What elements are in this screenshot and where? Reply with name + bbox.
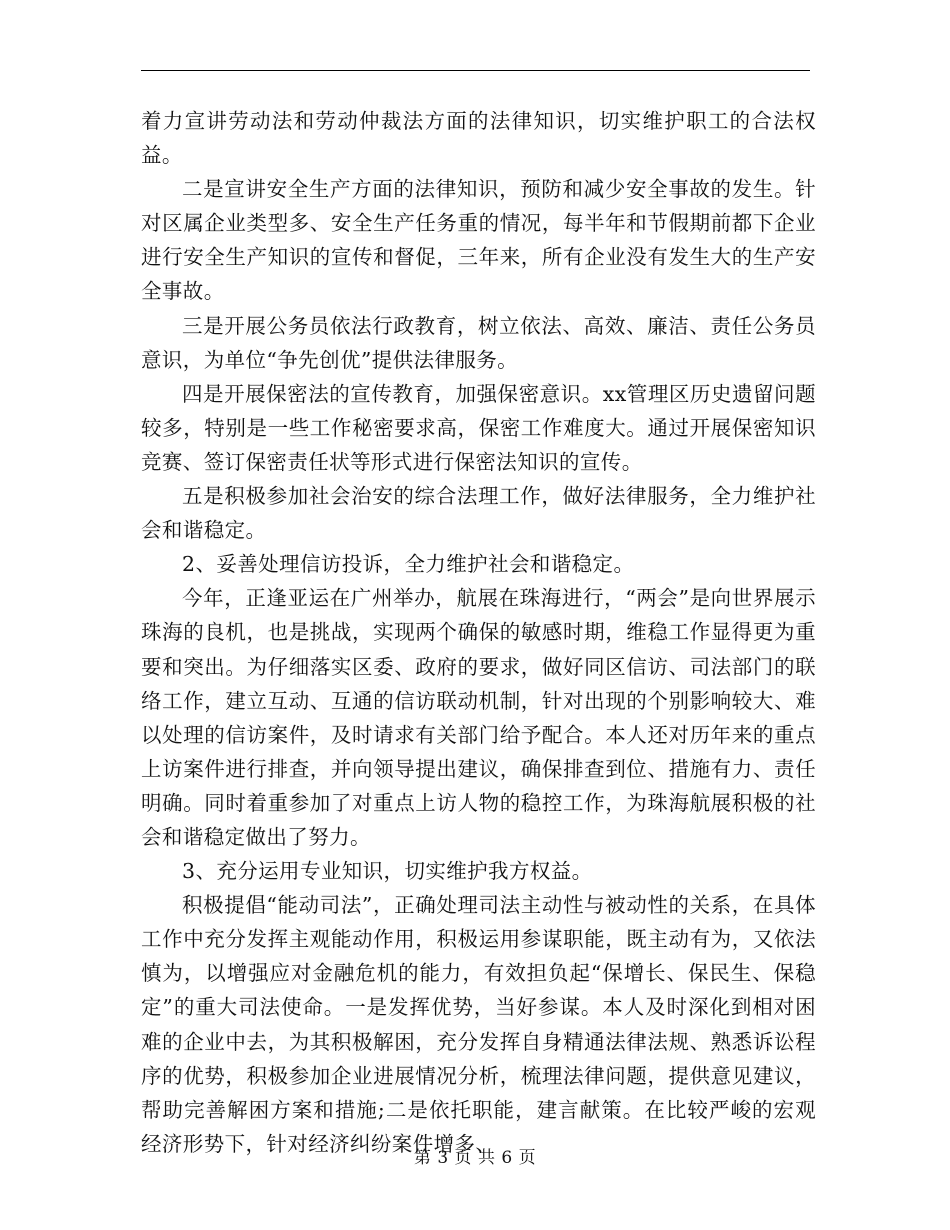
- paragraph: 今年，正逢亚运在广州举办，航展在珠海进行，“两会”是向世界展示珠海的良机，也是挑战，实现两个确保的敏感时期，维稳工作显得更为重要和突出。为仔细落实区委、政府的要求，做好同区信访、司法部门的联络工作，建立互动、互通的信访联动机制，针对出现的个别影响较大、难以处理的信访案件，及时请求有关部门给予配合。本人还对历年来的重点上访案件进行排查，并向领导提出建议，确保排查到位、措施有力、责任明确。同时着重参加了对重点上访人物的稳控工作，为珠海航展积极的社会和谐稳定做出了努力。: [141, 586, 816, 849]
- page-number: 第 3 页 共 6 页: [413, 1148, 537, 1168]
- document-body: [141, 104, 816, 1161]
- paragraph: 四是开展保密法的宣传教育，加强保密意识。xx管理区历史遗留问题较多，特别是一些工作秘密要求高，保密工作难度大。通过开展保密知识竞赛、签订保密责任状等形式进行保密法知识的宣传。: [141, 381, 816, 474]
- paragraph: 着力宣讲劳动法和劳动仲裁法方面的法律知识，切实维护职工的合法权益。: [141, 109, 816, 168]
- header-rule: [141, 70, 810, 71]
- paragraph: 三是开展公务员依法行政教育，树立依法、高效、廉洁、责任公务员意识，为单位“争先创优”提供法律服务。: [141, 313, 816, 372]
- paragraph: 五是积极参加社会治安的综合法理工作，做好法律服务，全力维护社会和谐稳定。: [141, 484, 816, 543]
- section-heading: 3、充分运用专业知识，切实维护我方权益。: [182, 859, 593, 884]
- section-heading: 2、妥善处理信访投诉，全力维护社会和谐稳定。: [182, 552, 635, 577]
- paragraph: 二是宣讲安全生产方面的法律知识，预防和减少安全事故的发生。针对区属企业类型多、安全生产任务重的情况，每半年和节假期前都下企业进行安全生产知识的宣传和督促，三年来，所有企业没有发生大的生产安全事故。: [141, 177, 816, 304]
- paragraph: 积极提倡“能动司法”，正确处理司法主动性与被动性的关系，在具体工作中充分发挥主观能动作用，积极运用参谋职能，既主动有为，又依法慎为，以增强应对金融危机的能力，有效担负起“保增长、保民生、保稳定”的重大司法使命。一是发挥优势，当好参谋。本人及时深化到相对困难的企业中去，为其积极解困，充分发挥自身精通法律法规、熟悉诉讼程序的优势，积极参加企业进展情况分析，梳理法律问题，提供意见建议，帮助完善解困方案和措施;二是依托职能，建言献策。在比较严峻的宏观经济形势下，针对经济纠纷案件增多、: [141, 893, 816, 1156]
